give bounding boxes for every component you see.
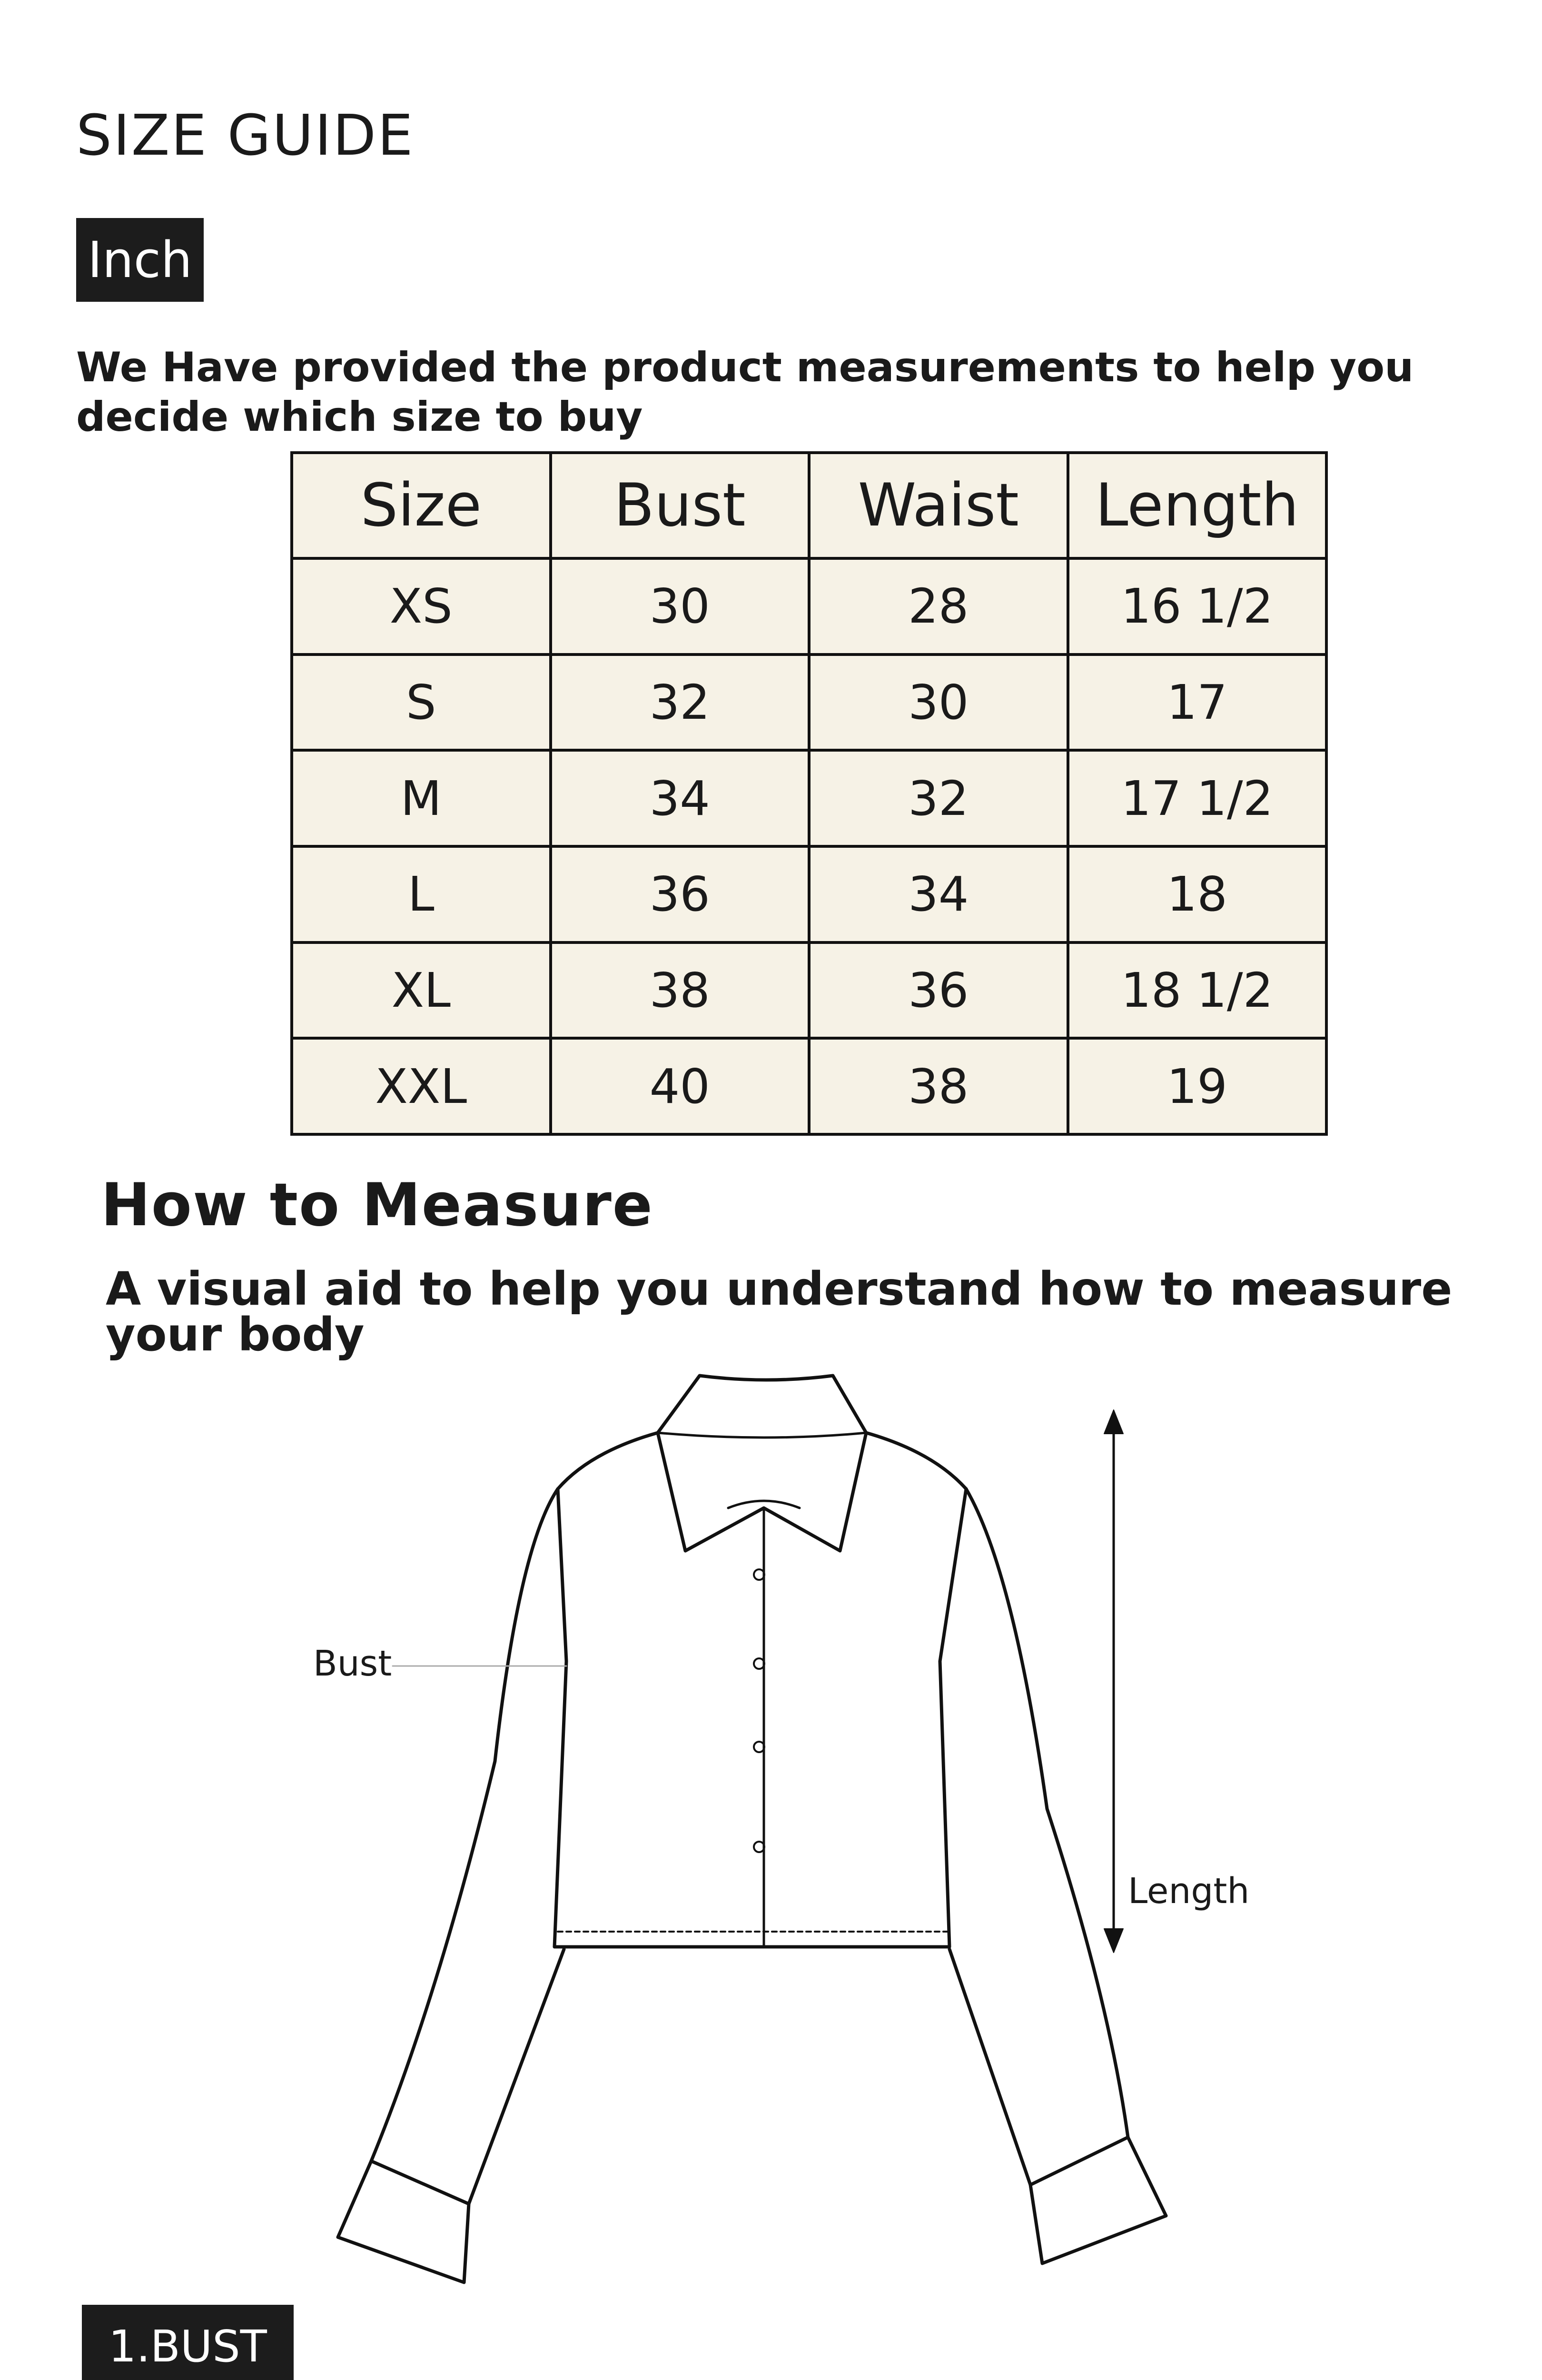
- table-row: [292, 942, 1326, 1039]
- table-cell: 32: [551, 654, 810, 751]
- length-arrow-head-bottom: [1104, 1929, 1123, 1953]
- table-header-row: [292, 453, 1326, 558]
- table-row: [292, 558, 1326, 654]
- bust-label: Bust: [313, 1643, 392, 1684]
- bust-section-badge: 1.BUST: [82, 2305, 294, 2380]
- table-row: [292, 654, 1326, 751]
- intro-text: We Have provided the product measurements to help you decide which size to buy: [76, 344, 1414, 441]
- length-arrow-head-top: [1104, 1410, 1123, 1434]
- how-to-measure-heading: How to Measure: [101, 1171, 653, 1240]
- size-table: [290, 451, 1328, 1136]
- table-cell: 30: [551, 558, 810, 654]
- table-row: [292, 1038, 1326, 1134]
- shirt-measurement-diagram: [0, 1333, 1542, 2304]
- length-label: Length: [1128, 1871, 1250, 1912]
- shirt-left-shoulder: [558, 1433, 658, 1489]
- table-cell: 36: [809, 942, 1068, 1039]
- column-header-length: Length: [1068, 453, 1327, 558]
- table-cell: 18: [1068, 846, 1327, 942]
- table-cell: S: [292, 654, 551, 751]
- table-cell: XXL: [292, 1038, 551, 1134]
- table-cell: 17: [1068, 654, 1327, 751]
- table-cell: 18 1/2: [1068, 942, 1327, 1039]
- table-row: [292, 846, 1326, 942]
- shirt-right-cuff: [1030, 2137, 1128, 2185]
- page-title: SIZE GUIDE: [76, 102, 415, 168]
- column-header-bust: Bust: [551, 453, 810, 558]
- table-cell: L: [292, 846, 551, 942]
- shirt-left-sleeve: [338, 1489, 564, 2282]
- shirt-collar: [658, 1376, 866, 1551]
- column-header-waist: Waist: [809, 453, 1068, 558]
- table-cell: 19: [1068, 1038, 1327, 1134]
- table-cell: XS: [292, 558, 551, 654]
- shirt-right-shoulder: [866, 1433, 966, 1489]
- shirt-body: [554, 1489, 966, 1947]
- table-cell: 34: [809, 846, 1068, 942]
- table-cell: 36: [551, 846, 810, 942]
- how-to-measure-subtitle: A visual aid to help you understand how to measure your body: [106, 1262, 1453, 1361]
- table-cell: 38: [551, 942, 810, 1039]
- table-cell: 28: [809, 558, 1068, 654]
- table-cell: 32: [809, 750, 1068, 846]
- table-cell: 30: [809, 654, 1068, 751]
- table-row: [292, 750, 1326, 846]
- shirt-collar-inner: [658, 1433, 866, 1438]
- table-cell: 38: [809, 1038, 1068, 1134]
- table-cell: M: [292, 750, 551, 846]
- table-cell: 16 1/2: [1068, 558, 1327, 654]
- table-cell: XL: [292, 942, 551, 1039]
- table-cell: 17 1/2: [1068, 750, 1327, 846]
- table-cell: 40: [551, 1038, 810, 1134]
- unit-badge: Inch: [76, 218, 204, 302]
- table-cell: 34: [551, 750, 810, 846]
- shirt-left-cuff: [371, 2161, 469, 2204]
- column-header-size: Size: [292, 453, 551, 558]
